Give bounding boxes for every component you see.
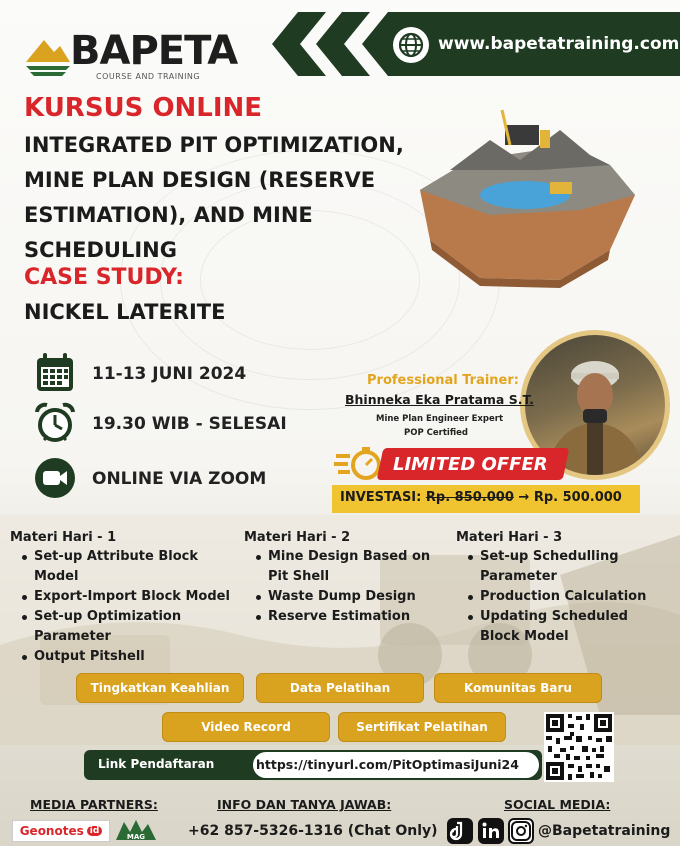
invest-label: INVESTASI: bbox=[340, 490, 422, 505]
new-price: Rp. 500.000 bbox=[533, 490, 622, 505]
old-price: Rp. 850.000 bbox=[425, 490, 514, 505]
materi-item: Waste Dump Design bbox=[244, 587, 454, 607]
limited-offer-text: LIMITED OFFER bbox=[393, 454, 548, 475]
benefit-pill: Tingkatkan Keahlian bbox=[76, 673, 244, 703]
benefit-pill: Video Record bbox=[162, 712, 330, 742]
calendar-icon bbox=[34, 352, 76, 394]
case-study-label: CASE STUDY: bbox=[24, 265, 184, 290]
linkedin-icon[interactable] bbox=[478, 818, 504, 844]
materi-item: Production Calculation bbox=[456, 587, 671, 607]
tiktok-icon[interactable] bbox=[447, 818, 473, 844]
video-camera-icon bbox=[34, 457, 76, 499]
registration-link[interactable]: https://tinyurl.com/PitOptimasiJuni24 bbox=[256, 757, 519, 772]
trainer-label: Professional Trainer: bbox=[367, 373, 519, 388]
brand-logo bbox=[24, 26, 238, 86]
materi-item: Reserve Estimation bbox=[244, 607, 454, 627]
benefit-pill: Sertifikat Pelatihan bbox=[338, 712, 506, 742]
brand-name: BAPETA bbox=[70, 28, 238, 74]
course-title-line: INTEGRATED PIT OPTIMIZATION, bbox=[24, 133, 404, 157]
brand-tagline: COURSE AND TRAINING bbox=[96, 72, 201, 81]
benefit-pill: Komunitas Baru bbox=[434, 673, 602, 703]
price-text bbox=[340, 490, 622, 505]
materi-day-title: Materi Hari - 3 bbox=[456, 530, 563, 545]
case-study-value: NICKEL LATERITE bbox=[24, 300, 226, 324]
materi-day-title: Materi Hari - 2 bbox=[244, 530, 351, 545]
materi-day-2 bbox=[244, 530, 454, 627]
event-date: 11-13 JUNI 2024 bbox=[92, 364, 247, 384]
trainer-certification: POP Certified bbox=[404, 428, 468, 438]
event-time: 19.30 WIB - SELESAI bbox=[92, 414, 287, 434]
trainer-name: Bhinneka Eka Pratama S.T. bbox=[345, 392, 534, 407]
registration-label: Link Pendaftaran bbox=[98, 757, 215, 771]
media-partners-heading: MEDIA PARTNERS: bbox=[30, 797, 158, 812]
trainer-role: Mine Plan Engineer Expert bbox=[376, 414, 504, 424]
course-type: KURSUS ONLINE bbox=[24, 93, 263, 123]
event-platform: ONLINE VIA ZOOM bbox=[92, 469, 267, 489]
materi-item: Output Pitshell bbox=[10, 647, 245, 667]
materi-item: Set-up Optimization Parameter bbox=[10, 607, 245, 647]
instagram-icon[interactable] bbox=[508, 818, 534, 844]
materi-day-3 bbox=[456, 530, 671, 647]
social-handle[interactable]: @Bapetatraining bbox=[538, 823, 671, 839]
course-title-line: SCHEDULING bbox=[24, 238, 177, 262]
geonotes-logo-text: Geonotes bbox=[19, 824, 84, 838]
course-title-line: MINE PLAN DESIGN (RESERVE bbox=[24, 168, 376, 192]
mag-partner-logo bbox=[116, 818, 156, 842]
materi-item: Set-up Schedulling Parameter bbox=[456, 547, 671, 587]
benefit-pill: Data Pelatihan bbox=[256, 673, 424, 703]
course-title-line: ESTIMATION), AND MINE bbox=[24, 203, 313, 227]
geonotes-logo bbox=[12, 820, 110, 842]
mine-illustration bbox=[410, 100, 640, 290]
materi-day-1 bbox=[10, 530, 245, 667]
materi-item: Mine Design Based on Pit Shell bbox=[244, 547, 454, 587]
info-heading: INFO DAN TANYA JAWAB: bbox=[217, 797, 392, 812]
globe-icon bbox=[393, 27, 429, 63]
materi-item: Set-up Attribute Block Model bbox=[10, 547, 245, 587]
geonotes-logo-badge: id bbox=[87, 826, 103, 836]
website-link[interactable]: www.bapetatraining.com bbox=[438, 34, 680, 54]
contact-phone[interactable]: +62 857-5326-1316 (Chat Only) bbox=[188, 823, 438, 839]
materi-item: Export-Import Block Model bbox=[10, 587, 245, 607]
social-media-heading: SOCIAL MEDIA: bbox=[504, 797, 611, 812]
materi-item: Updating Scheduled Block Model bbox=[456, 607, 671, 647]
qr-code[interactable] bbox=[544, 712, 614, 782]
alarm-clock-icon bbox=[34, 402, 76, 444]
price-arrow: → bbox=[518, 490, 530, 505]
mountain-logo-icon bbox=[24, 32, 70, 78]
materi-day-title: Materi Hari - 1 bbox=[10, 530, 117, 545]
mag-logo-text: MAG bbox=[126, 833, 146, 841]
course-title bbox=[24, 128, 424, 268]
